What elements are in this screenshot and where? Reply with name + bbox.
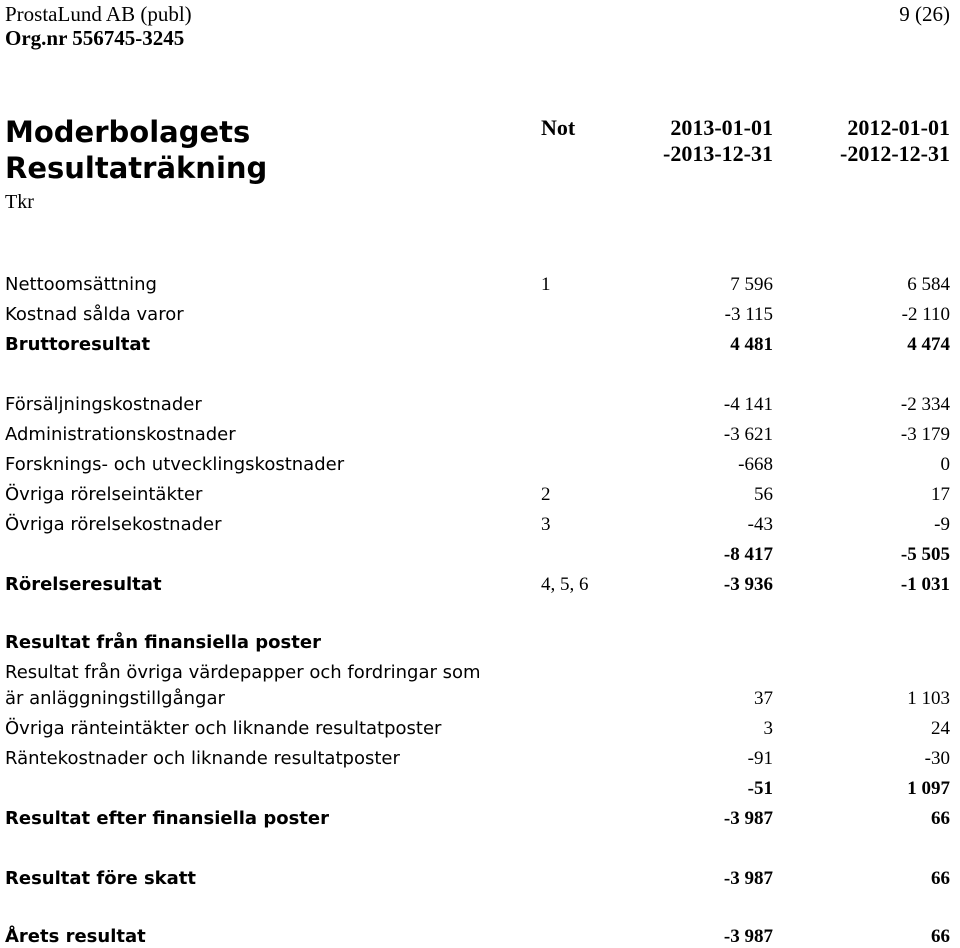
row-value-2012: -3 179 xyxy=(900,424,950,445)
row-label: Forsknings- och utvecklingskostnader xyxy=(5,454,345,475)
row-label: Bruttoresultat xyxy=(5,334,151,355)
row-label: Resultat efter finansiella poster xyxy=(5,808,329,829)
section-heading: Resultat från finansiella poster xyxy=(5,632,321,653)
row-value-2013: -4 141 xyxy=(723,394,773,415)
row-label: Årets resultat xyxy=(5,926,146,947)
row-value-2013: 37 xyxy=(754,688,773,709)
row-value-2013: 3 xyxy=(763,718,773,739)
row-label: Räntekostnader och liknande resultatposter xyxy=(5,748,400,769)
statement-title-line1: Moderbolagets xyxy=(5,115,251,149)
row-label: Övriga rörelsekostnader xyxy=(5,514,222,535)
row-value-2013: -3 987 xyxy=(723,808,773,829)
row-note: 2 xyxy=(541,484,551,505)
row-value-2013: 56 xyxy=(754,484,773,505)
row-value-2013: 4 481 xyxy=(730,334,773,355)
column-header-note: Not xyxy=(541,115,576,140)
row-value-2012: 6 584 xyxy=(907,274,950,295)
row-value-2012: -1 031 xyxy=(900,574,950,595)
row-value-2013: -3 987 xyxy=(723,926,773,947)
row-label: Kostnad sålda varor xyxy=(5,304,184,325)
row-value-2013: -91 xyxy=(747,748,773,769)
page-number: 9 (26) xyxy=(899,2,950,26)
row-value-2012: 24 xyxy=(931,718,950,739)
subtotal-value-2012: -5 505 xyxy=(900,544,950,565)
row-note: 3 xyxy=(541,514,551,535)
row-value-2012: 4 474 xyxy=(907,334,950,355)
row-note: 1 xyxy=(541,274,551,295)
row-label: Resultat före skatt xyxy=(5,868,196,889)
column-header-2013-start: 2013-01-01 xyxy=(670,115,773,140)
row-label: Administrationskostnader xyxy=(5,424,236,445)
row-value-2012: 1 103 xyxy=(907,688,950,709)
subtotal-value-2013: -51 xyxy=(747,778,773,799)
row-value-2012: 66 xyxy=(931,868,950,889)
unit-label: Tkr xyxy=(5,191,34,213)
row-value-2012: 17 xyxy=(931,484,950,505)
column-header-2013-end: -2013-12-31 xyxy=(663,141,773,166)
column-header-2012-end: -2012-12-31 xyxy=(840,141,950,166)
row-value-2012: -9 xyxy=(934,514,950,535)
row-value-2013: -3 987 xyxy=(723,868,773,889)
row-value-2013: -3 115 xyxy=(724,304,773,325)
row-label: Nettoomsättning xyxy=(5,274,157,295)
row-value-2012: -2 110 xyxy=(901,304,950,325)
row-label: Övriga rörelseintäkter xyxy=(5,484,203,505)
row-value-2012: -30 xyxy=(924,748,950,769)
subtotal-value-2013: -8 417 xyxy=(723,544,773,565)
row-value-2013: -3 621 xyxy=(723,424,773,445)
row-label: Övriga ränteintäkter och liknande resultatposter xyxy=(5,718,442,739)
subtotal-value-2012: 1 097 xyxy=(907,778,950,799)
row-note: 4, 5, 6 xyxy=(541,574,589,595)
row-label: Rörelseresultat xyxy=(5,574,162,595)
statement-title-line2: Resultaträkning xyxy=(5,151,268,185)
company-name: ProstaLund AB (publ) xyxy=(5,2,192,26)
row-value-2013: -43 xyxy=(747,514,773,535)
row-label: Resultat från övriga värdepapper och fordringar som xyxy=(5,662,481,683)
row-value-2013: -3 936 xyxy=(723,574,773,595)
row-value-2012: 66 xyxy=(931,926,950,947)
row-value-2012: -2 334 xyxy=(900,394,950,415)
org-number: Org.nr 556745-3245 xyxy=(5,26,185,50)
row-value-2013: -668 xyxy=(738,454,773,475)
row-value-2012: 66 xyxy=(931,808,950,829)
row-value-2012: 0 xyxy=(940,454,950,475)
row-label: är anläggningstillgångar xyxy=(5,688,225,709)
row-label: Försäljningskostnader xyxy=(5,394,202,415)
column-header-2012-start: 2012-01-01 xyxy=(847,115,950,140)
row-value-2013: 7 596 xyxy=(730,274,773,295)
